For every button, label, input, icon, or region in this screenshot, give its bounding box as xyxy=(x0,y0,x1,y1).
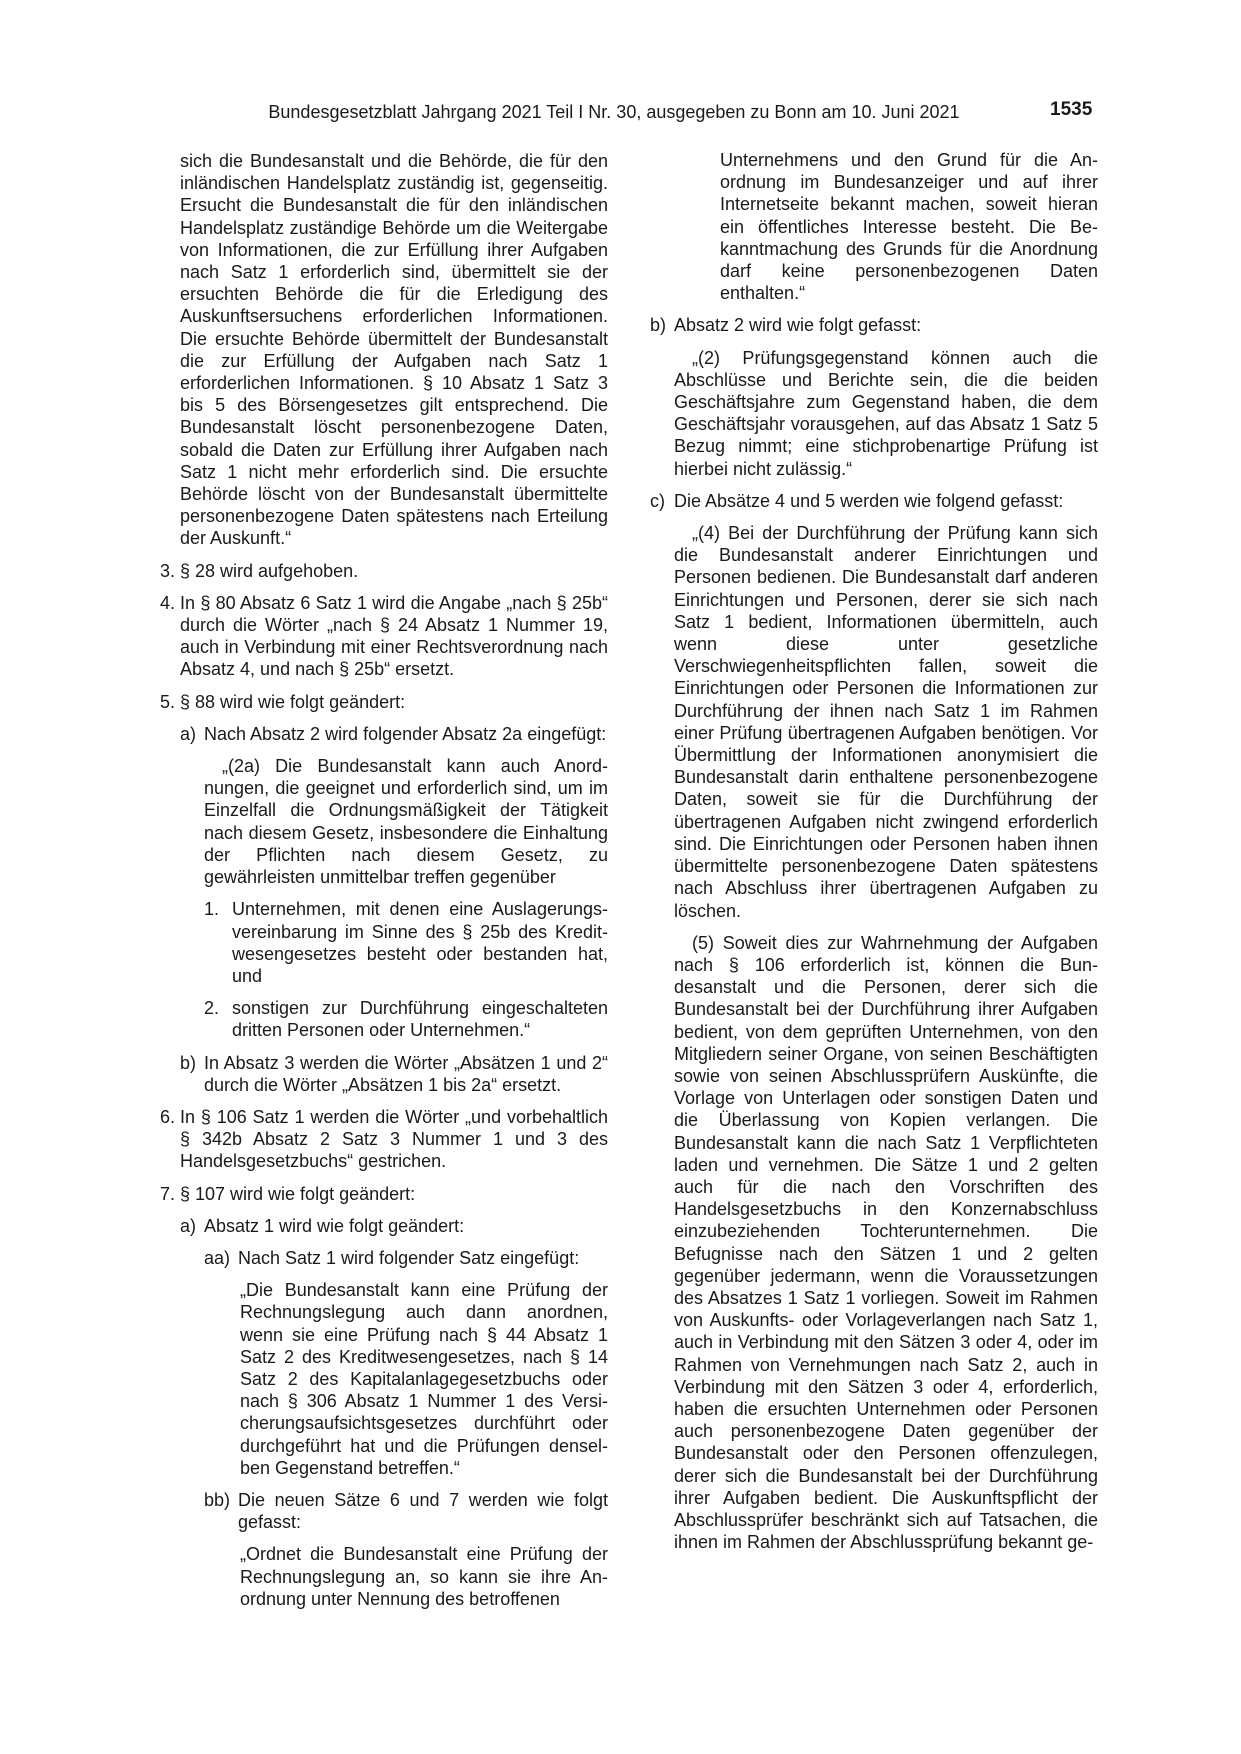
list-text: Nach Absatz 2 wird folgender Absatz 2a eingefügt: xyxy=(204,723,607,744)
list-item xyxy=(160,1106,608,1173)
quoted-paragraph: „(2a) Die Bundesanstalt kann auch Anordnungen, die geeignet und erforderlich sind, um im Einzelfall die Ordnungsmäßigkeit der Tätigkeit nach diesem Gesetz, insbesondere die Einhaltung der Pflichten nach diesem Gesetz, zu gewährleisten unmittelbar treffen gegenüber xyxy=(204,756,608,888)
numbered-item xyxy=(204,997,608,1041)
list-text: In § 106 Satz 1 werden die Wörter „und vorbehaltlich § 342b Absatz 2 Satz 3 Nummer 1 und 3 des Handelsgesetzbuchs“ gestrichen. xyxy=(180,1106,608,1172)
left-column xyxy=(160,150,608,1610)
list-text: In Absatz 3 werden die Wörter „Absätzen 1 und 2“ durch die Wörter „Absätzen 1 bis 2a“ ersetzt. xyxy=(204,1052,608,1095)
list-item xyxy=(160,560,608,582)
list-label: 4. xyxy=(160,592,176,613)
list-text: In § 80 Absatz 6 Satz 1 wird die Angabe „nach § 25b“ durch die Wörter „nach § 24 Absatz 1 Nummer 19, auch in Verbindung mit einer Rechtsverordnung nach Absatz 4, und nach § 25b“ ersetzt. xyxy=(180,592,608,680)
list-label: bb) xyxy=(204,1489,231,1510)
list-label: 3. xyxy=(160,560,176,581)
list-text: sonstigen zur Durchführung eingeschalteten dritten Personen oder Unternehmen.“ xyxy=(232,998,608,1041)
sub-list-item xyxy=(180,1215,608,1237)
sub-sub-list-item xyxy=(204,1489,608,1533)
list-text: § 28 wird aufgehoben. xyxy=(180,560,359,581)
list-text: Nach Satz 1 wird folgender Satz eingefügt: xyxy=(238,1247,580,1268)
list-label: 5. xyxy=(160,691,176,712)
continued-quote: Unternehmens und den Grund für die Anordnung im Bundesanzeiger und auf ihrer Internetseite bekannt machen, soweit hieran ein öffentliches Interesse besteht. Die Bekanntmachung des Grunds für die Anordnung darf keine personenbezogenen Daten enthalten.“ xyxy=(720,150,1098,304)
list-text: Die Absätze 4 und 5 werden wie folgend gefasst: xyxy=(674,490,1064,511)
sub-list-item xyxy=(650,490,1098,512)
list-item xyxy=(160,1183,608,1205)
list-text: Die neuen Sätze 6 und 7 werden wie folgt gefasst: xyxy=(238,1489,608,1533)
list-label: a) xyxy=(180,723,197,744)
right-column xyxy=(650,149,1098,1553)
continued-paragraph: sich die Bundesanstalt und die Behörde, die für den inländischen Handelsplatz zuständig ist, gegenseitig. Ersucht die Bundesanstalt die für den inländischen Handelsplatz zuständige Behörde um die Weitergabe von Informationen, die zur Erfüllung ihrer Aufgaben nach Satz 1 erforderlich sind, übermittelt sie der ersuchten Behörde die für die Erledigung des Auskunftsersuchens erforderlichen Informationen. Die ersuchte Behörde übermittelt der Bundesanstalt die zur Erfüllung der Aufgaben nach Satz 1 erforderlichen Informationen. § 10 Absatz 1 Satz 3 bis 5 des Börsengesetzes gilt entsprechend. Die Bundesanstalt löscht personenbezogene Daten, sobald die Daten zur Erfüllung ihrer Aufgaben nach Satz 1 nicht mehr erforderlich sind. Die ersuchte Behörde löscht von der Bundesanstalt übermittelte personenbezogene Daten spätestens nach Erteilung der Auskunft.“ xyxy=(180,151,608,549)
quoted-paragraph: „(2) Prüfungsgegenstand können auch die Abschlüsse und Berichte sein, die die beiden Geschäftsjahre zum Gegenstand haben, die dem Geschäftsjahr vorausgehen, auf das Absatz 1 Satz 5 Bezug nimmt; eine stichprobenartige Prüfung ist hierbei nicht zulässig.“ xyxy=(674,347,1098,479)
quoted-paragraph: (5) Soweit dies zur Wahrnehmung der Aufgaben nach § 106 erforderlich ist, können die Bundesanstalt und die Personen, derer sich die Bundesanstalt bei der Durchführung ihrer Aufgaben bedient, von dem geprüften Unternehmen, von den Mitgliedern seiner Organe, von seinen Beschäftigten sowie von seinen Abschlussprüfern Auskünfte, die Vorlage von Unterlagen oder sonstigen Daten und die Überlassung von Kopien verlangen. Die Bundesanstalt kann die nach Satz 1 Verpflichteten laden und vernehmen. Die Sätze 1 und 2 gelten auch für die nach den Vorschriften des Handelsgesetzbuchs in den Konzernabschluss einzubeziehenden Tochterunternehmen. Die Befugnisse nach den Sätzen 1 und 2 gelten gegenüber jedermann, wenn die Voraussetzungen des Absatzes 1 Satz 1 vorliegen. Soweit im Rahmen von Auskunfts- oder Vorlageverlangen nach Satz 1, auch in Verbindung mit den Sätzen 3 oder 4, oder im Rahmen von Vernehmungen nach Satz 2, auch in Verbindung mit den Sätzen 3 oder 4, erforderlich, haben die ersuchten Unternehmen oder Personen auch personenbezogene Daten gegenüber der Bundesanstalt oder den Personen offenzulegen, derer sich die Bundesanstalt bei der Durchführung ihrer Aufgaben bedient. Die Auskunftspflicht der Abschlussprüfer beschränkt sich auf Tatsachen, die ihnen im Rahmen der Abschlussprüfung bekannt ge- xyxy=(674,932,1098,1553)
list-label: 1. xyxy=(204,899,220,920)
list-label: a) xyxy=(180,1215,197,1236)
list-label: 2. xyxy=(204,998,220,1019)
sub-list-item xyxy=(650,314,1098,336)
list-label: 7. xyxy=(160,1183,176,1204)
page-header-title: Bundesgesetzblatt Jahrgang 2021 Teil I Nr. 30, ausgegeben zu Bonn am 10. Juni 2021 xyxy=(268,102,960,122)
quoted-paragraph: „Die Bundesanstalt kann eine Prüfung der Rechnungslegung auch dann anordnen, wenn sie eine Prüfung nach § 44 Absatz 1 Satz 2 des Kreditwesengesetzes, nach § 14 Satz 2 des Kapitalanlagegesetzbuchs oder nach § 306 Absatz 1 Nummer 1 des Versicherungsaufsichtsgesetzes durchführt oder durchgeführt hat und die Prüfungen denselben Gegenstand betreffen.“ xyxy=(240,1280,608,1478)
list-item xyxy=(160,691,608,713)
sub-list-item xyxy=(180,1052,608,1096)
sub-list-item xyxy=(180,723,608,745)
numbered-item xyxy=(204,898,608,987)
list-text: Unternehmen, mit denen eine Auslagerungsvereinbarung im Sinne des § 25b des Kreditwesengesetzes besteht oder bestanden hat, und xyxy=(232,899,608,986)
list-text: § 107 wird wie folgt geändert: xyxy=(180,1183,416,1204)
quoted-paragraph: „Ordnet die Bundesanstalt eine Prüfung der Rechnungslegung an, so kann sie ihre Anordnung unter Nennung des betroffenen xyxy=(240,1544,608,1609)
sub-sub-list-item xyxy=(204,1247,608,1269)
list-text: § 88 wird wie folgt geändert: xyxy=(180,691,406,712)
list-label: aa) xyxy=(204,1247,231,1268)
list-label: b) xyxy=(180,1052,197,1073)
list-text: Absatz 2 wird wie folgt gefasst: xyxy=(674,315,922,336)
list-label: b) xyxy=(650,315,667,336)
list-label: 6. xyxy=(160,1106,176,1127)
page-number: 1535 xyxy=(1050,99,1093,120)
list-label: c) xyxy=(650,490,665,511)
list-item xyxy=(160,592,608,681)
list-text: Absatz 1 wird wie folgt geändert: xyxy=(204,1215,465,1236)
quoted-paragraph: „(4) Bei der Durchführung der Prüfung kann sich die Bundesanstalt anderer Einrichtungen und Personen bedienen. Die Bundesanstalt darf anderen Einrichtungen und Personen, derer sie sich nach Satz 1 bedient, Informationen übermitteln, auch wenn diese unter gesetzliche Verschwiegenheitspflichten fallen, soweit die Einrichtungen oder Personen die Informationen zur Durchführung der ihnen nach Satz 1 im Rahmen einer Prüfung übertragenen Aufgaben benötigen. Vor Übermittlung der Informationen anonymisiert die Bundesanstalt darin enthaltene personenbezogene Daten, soweit sie für die Durchführung der übertragenen Aufgaben nicht zwingend erforderlich sind. Die Einrichtungen oder Personen haben ihnen übermittelte personenbezogene Daten spätestens nach Abschluss ihrer übertragenen Aufgaben zu löschen. xyxy=(674,523,1098,921)
